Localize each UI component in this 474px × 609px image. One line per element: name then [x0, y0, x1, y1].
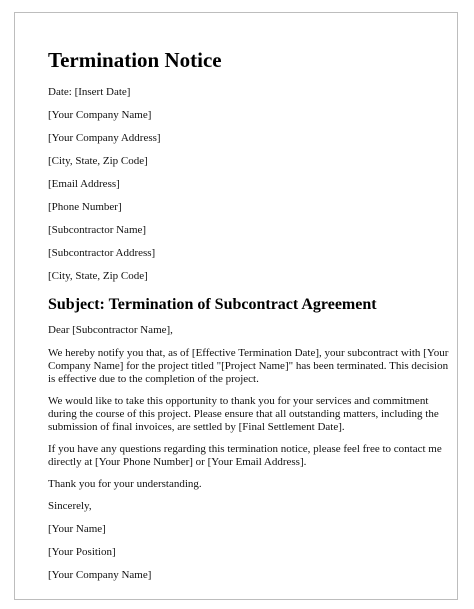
phone-line: [Phone Number]	[48, 201, 122, 213]
closing-block	[48, 500, 458, 582]
date-line: Date: [Insert Date]	[48, 86, 131, 98]
email-line: [Email Address]	[48, 178, 120, 190]
sign-off: Sincerely,	[48, 500, 92, 512]
signer-position: [Your Position]	[48, 546, 116, 558]
body-paragraph: If you have any questions regarding this termination notice, please feel free to contact me directly at [Your Phone Number] or [Your Email Address].	[48, 443, 442, 468]
signer-company: [Your Company Name]	[48, 569, 152, 581]
body-paragraph: We would like to take this opportunity to thank you for your services and commitment during the course of this project. Please ensure that all outstanding matters, including the submission of final invoices, are settled by [Final Settlement Date].	[48, 395, 439, 433]
company-city-line: [City, State, Zip Code]	[48, 155, 148, 167]
document-page	[14, 12, 458, 600]
subcontractor-address-line: [Subcontractor Address]	[48, 247, 156, 259]
salutation: Dear [Subcontractor Name],	[48, 324, 173, 336]
body-paragraph: We hereby notify you that, as of [Effective Termination Date], your subcontract with [Your Company Name] for the project titled "[Project Name]" has been terminated. This decision is effective due to the completion of the project.	[48, 347, 449, 385]
thank-you-line: Thank you for your understanding.	[48, 478, 202, 490]
document-content	[48, 47, 458, 582]
document-title: Termination Notice	[48, 48, 222, 72]
signer-name: [Your Name]	[48, 523, 106, 535]
company-name-line: [Your Company Name]	[48, 109, 152, 121]
header-block	[48, 86, 458, 283]
subcontractor-city-line: [City, State, Zip Code]	[48, 270, 148, 282]
company-address-line: [Your Company Address]	[48, 132, 161, 144]
subject-heading: Subject: Termination of Subcontract Agreement	[48, 296, 377, 313]
subcontractor-name-line: [Subcontractor Name]	[48, 224, 147, 236]
